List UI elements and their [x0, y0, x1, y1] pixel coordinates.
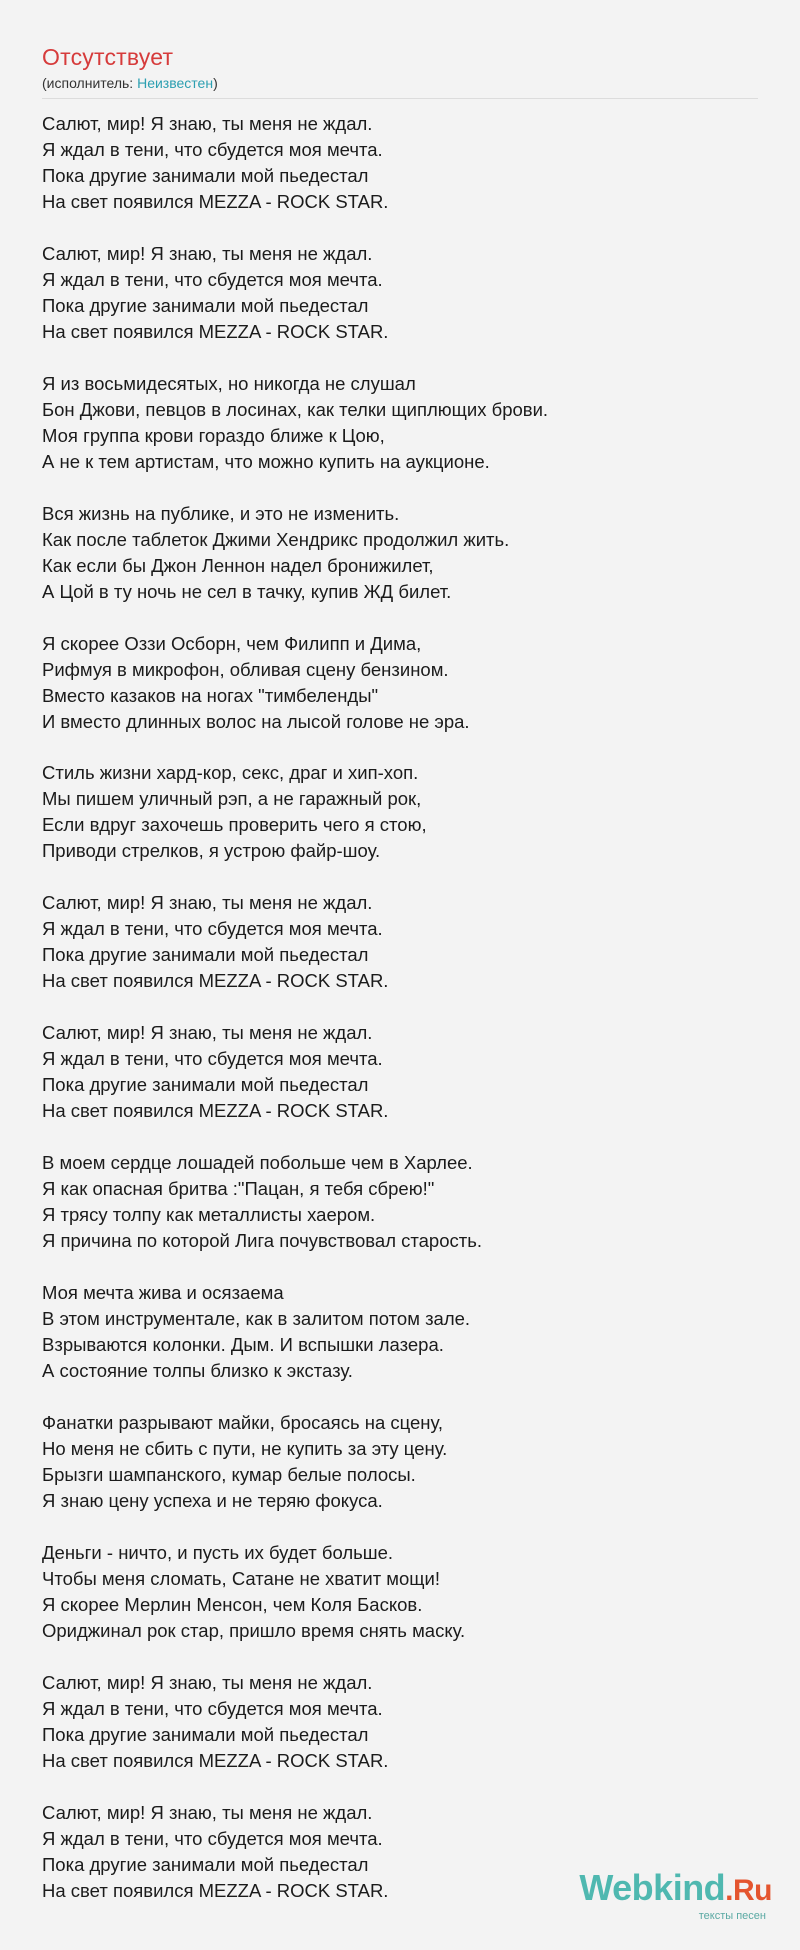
lyrics-stanza: [42, 241, 760, 345]
lyric-line: Я ждал в тени, что сбудется моя мечта.: [42, 1048, 383, 1070]
lyric-line: Пока другие занимали мой пьедестал: [42, 1723, 369, 1745]
lyric-line: Как если бы Джон Леннон надел бронижилет,: [42, 554, 434, 576]
lyric-line: Чтобы меня сломать, Сатане не хватит мощи!: [42, 1567, 441, 1589]
lyric-line: На свет появился MEZZA - ROCK STAR.: [42, 1749, 389, 1771]
lyric-line: Моя группа крови гораздо ближе к Цою,: [42, 424, 385, 446]
lyric-line: Пока другие занимали мой пьедестал: [42, 1074, 369, 1096]
lyric-line: Как после таблеток Джими Хендрикс продолжил жить.: [42, 528, 510, 550]
lyric-line: Рифмуя в микрофон, обливая сцену бензином.: [42, 658, 449, 680]
lyric-line: А не к тем артистам, что можно купить на аукционе.: [42, 450, 490, 472]
lyric-line: Вся жизнь на публике, и это не изменить.: [42, 502, 400, 524]
lyric-line: Если вдруг захочешь проверить чего я стою,: [42, 814, 427, 836]
lyric-line: Бон Джови, певцов в лосинах, как телки щиплющих брови.: [42, 398, 549, 420]
lyric-line: Салют, мир! Я знаю, ты меня не ждал.: [42, 1801, 373, 1823]
logo-subtitle: тексты песен: [698, 1910, 766, 1922]
lyric-line: Но меня не сбить с пути, не купить за эту цену.: [42, 1437, 448, 1459]
lyric-line: Я скорее Мерлин Менсон, чем Коля Басков.: [42, 1593, 423, 1615]
lyric-line: На свет появился MEZZA - ROCK STAR.: [42, 970, 389, 992]
lyric-line: Я из восьмидесятых, но никогда не слушал: [42, 372, 416, 394]
lyric-line: Брызги шампанского, кумар белые полосы.: [42, 1463, 416, 1485]
lyric-line: А состояние толпы близко к экстазу.: [42, 1360, 353, 1382]
lyric-line: Пока другие занимали мой пьедестал: [42, 294, 369, 316]
lyrics-stanza: [42, 1150, 760, 1254]
artist-prefix: (исполнитель:: [42, 75, 138, 91]
lyrics-stanza: [42, 501, 760, 605]
artist-line: [42, 74, 758, 99]
song-title: Отсутствует: [42, 44, 174, 70]
lyric-line: Салют, мир! Я знаю, ты меня не ждал.: [42, 242, 373, 264]
logo-wordmark: [579, 1867, 772, 1909]
lyrics-body: [42, 111, 760, 1904]
lyric-line: Деньги - ничто, и пусть их будет больше.: [42, 1541, 394, 1563]
lyric-line: А Цой в ту ночь не сел в тачку, купив ЖД билет.: [42, 580, 452, 602]
lyric-line: Салют, мир! Я знаю, ты меня не ждал.: [42, 113, 373, 134]
lyric-line: На свет появился MEZZA - ROCK STAR.: [42, 1879, 389, 1901]
lyrics-stanza: [42, 1020, 760, 1124]
lyric-line: И вместо длинных волос на лысой голове не эра.: [42, 710, 470, 732]
lyric-line: Я скорее Оззи Осборн, чем Филипп и Дима,: [42, 632, 422, 654]
lyric-line: Я ждал в тени, что сбудется моя мечта.: [42, 1697, 383, 1719]
lyrics-stanza: [42, 1410, 760, 1514]
lyrics-stanza: [42, 1540, 760, 1644]
logo-ru-text: .Ru: [725, 1874, 772, 1907]
lyric-line: Я знаю цену успеха и не теряю фокуса.: [42, 1489, 383, 1511]
site-logo[interactable]: [579, 1867, 772, 1922]
lyrics-stanza: [42, 111, 760, 215]
lyric-line: Стиль жизни хард-кор, секс, драг и хип-хоп.: [42, 762, 419, 784]
lyrics-stanza: [42, 631, 760, 735]
lyric-line: Взрываются колонки. Дым. И вспышки лазера.: [42, 1334, 444, 1356]
lyric-line: На свет появился MEZZA - ROCK STAR.: [42, 1100, 389, 1122]
lyric-line: Я причина по которой Лига почувствовал старость.: [42, 1230, 483, 1252]
artist-suffix: ): [213, 75, 218, 91]
lyric-line: Пока другие занимали мой пьедестал: [42, 165, 369, 186]
lyric-line: Ориджинал рок стар, пришло время снять маску.: [42, 1619, 466, 1641]
lyric-line: На свет появился MEZZA - ROCK STAR.: [42, 320, 389, 342]
lyrics-stanza: [42, 371, 760, 475]
lyric-line: Я ждал в тени, что сбудется моя мечта.: [42, 1827, 383, 1849]
lyric-line: Приводи стрелков, я устрою файр-шоу.: [42, 840, 381, 862]
lyric-line: Моя мечта жива и осязаема: [42, 1282, 284, 1304]
lyrics-stanza: [42, 1670, 760, 1774]
lyric-line: В моем сердце лошадей побольше чем в Харлее.: [42, 1152, 473, 1174]
lyrics-stanza: [42, 890, 760, 994]
lyric-line: Пока другие занимали мой пьедестал: [42, 1853, 369, 1875]
lyric-line: Салют, мир! Я знаю, ты меня не ждал.: [42, 1671, 373, 1693]
logo-web-text: Webkind: [579, 1867, 726, 1908]
lyric-line: Салют, мир! Я знаю, ты меня не ждал.: [42, 892, 373, 914]
lyric-line: Я ждал в тени, что сбудется моя мечта.: [42, 139, 383, 160]
lyric-line: Я как опасная бритва :"Пацан, я тебя сбрею!": [42, 1178, 435, 1200]
lyric-line: Фанатки разрывают майки, бросаясь на сцену,: [42, 1411, 444, 1433]
lyrics-stanza: [42, 760, 760, 864]
lyric-line: Я трясу толпу как металлисты хаером.: [42, 1204, 376, 1226]
lyric-line: Салют, мир! Я знаю, ты меня не ждал.: [42, 1022, 373, 1044]
lyric-line: Мы пишем уличный рэп, а не гаражный рок,: [42, 788, 422, 810]
lyric-line: Я ждал в тени, что сбудется моя мечта.: [42, 918, 383, 940]
lyric-line: Я ждал в тени, что сбудется моя мечта.: [42, 268, 383, 290]
lyric-line: Вместо казаков на ногах "тимбеленды": [42, 684, 379, 706]
lyric-line: В этом инструментале, как в залитом потом зале.: [42, 1308, 471, 1330]
lyric-line: На свет появился MEZZA - ROCK STAR.: [42, 191, 389, 212]
artist-link[interactable]: Неизвестен: [137, 75, 214, 91]
lyrics-stanza: [42, 1280, 760, 1384]
lyric-line: Пока другие занимали мой пьедестал: [42, 944, 369, 966]
